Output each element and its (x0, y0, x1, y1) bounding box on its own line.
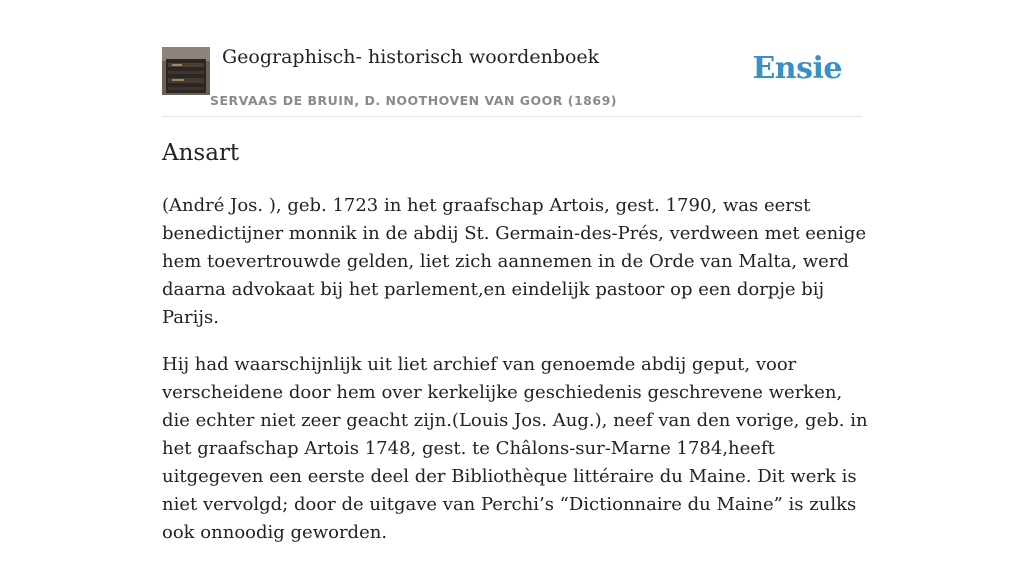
entry-title: Ansart (162, 140, 240, 166)
book-title[interactable]: Geographisch- historisch woordenboek (222, 46, 600, 68)
book-header (162, 40, 862, 117)
ensie-logo[interactable]: Ensie (752, 51, 842, 86)
book-cover-icon[interactable] (162, 47, 210, 95)
entry-body (162, 192, 872, 566)
book-author: SERVAAS DE BRUIN, D. NOOTHOVEN VAN GOOR (1869) (210, 93, 617, 108)
entry-paragraph: (André Jos. ), geb. 1723 in het graafschap Artois, gest. 1790, was eerst benedictijner monnik in de abdij St. Germain-des-Prés, verdween met eenige hem toevertrouwde gelden, liet zich aannemen in de Orde van Malta, werd daarna advokaat bij het parlement,en eindelijk pastoor op een dorpje bij Parijs. (162, 195, 867, 328)
entry-paragraph: Hij had waarschijnlijk uit liet archief van genoemde abdij geput, voor verscheidene door hem over kerkelijke geschiedenis geschrevene werken, die echter niet zeer geacht zijn.(Louis Jos. Aug.), neef van den vorige, geb. in het graafschap Artois 1748, gest. te Châlons-sur-Marne 1784,heeft uitgegeven een eerste deel der Bibliothèque littéraire du Maine. Dit werk is niet vervolgd; door de uitgave van Perchi’s “Dictionnaire du Maine” is zulks ook onnoodig geworden. (162, 354, 868, 543)
